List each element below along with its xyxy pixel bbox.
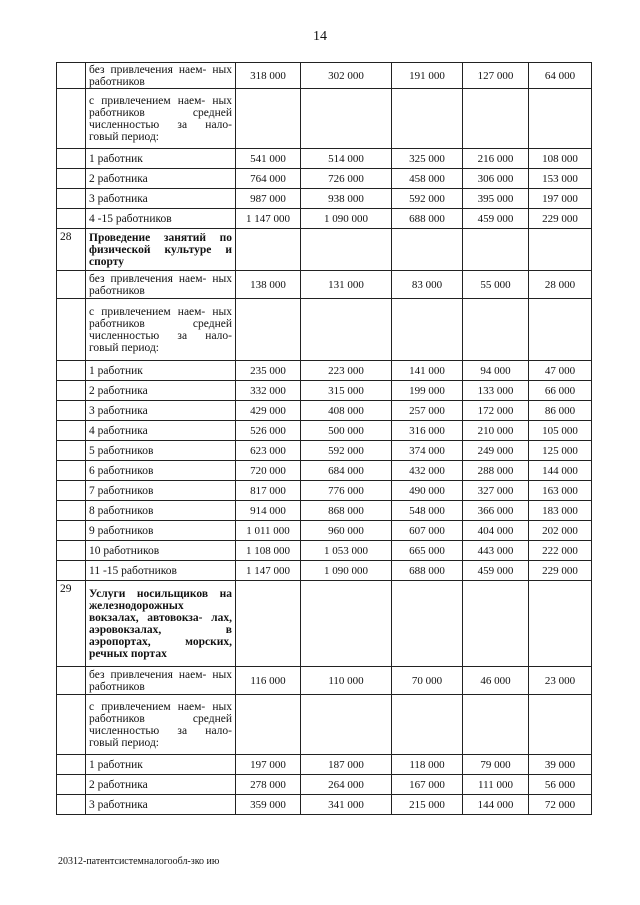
value-cell: 776 000 (301, 481, 392, 501)
value-cell: 429 000 (236, 401, 301, 421)
value-cell: 127 000 (463, 63, 529, 89)
value-cell (392, 695, 463, 755)
row-description-cell: без привлечения наем- ных работников (86, 667, 236, 695)
row-number-cell (57, 755, 86, 775)
activity-title-cell: Услуги носильщиков на железнодорожных вокзалах, автовокза- лах, аэровокзалах, в аэропортах, морских, речных портах (86, 581, 236, 667)
row-description-cell: без привлечения наем- ных работников (86, 63, 236, 89)
table-row (57, 441, 592, 461)
value-cell: 229 000 (529, 209, 592, 229)
value-cell: 1 090 000 (301, 561, 392, 581)
table-row (57, 271, 592, 299)
value-cell: 210 000 (463, 421, 529, 441)
value-cell: 1 147 000 (236, 561, 301, 581)
value-cell: 395 000 (463, 189, 529, 209)
value-cell: 623 000 (236, 441, 301, 461)
value-cell: 288 000 (463, 461, 529, 481)
table-row (57, 481, 592, 501)
value-cell (529, 89, 592, 149)
row-description-cell: 1 работник (86, 755, 236, 775)
value-cell: 720 000 (236, 461, 301, 481)
value-cell (463, 229, 529, 271)
row-number-cell (57, 421, 86, 441)
value-cell: 83 000 (392, 271, 463, 299)
value-cell: 1 147 000 (236, 209, 301, 229)
row-number-cell (57, 695, 86, 755)
value-cell: 133 000 (463, 381, 529, 401)
value-cell (392, 229, 463, 271)
value-cell: 408 000 (301, 401, 392, 421)
row-number-cell (57, 401, 86, 421)
value-cell: 514 000 (301, 149, 392, 169)
value-cell: 325 000 (392, 149, 463, 169)
row-number-cell (57, 381, 86, 401)
table-row (57, 561, 592, 581)
row-number-cell (57, 299, 86, 361)
row-number-cell (57, 209, 86, 229)
value-cell: 118 000 (392, 755, 463, 775)
value-cell (301, 299, 392, 361)
value-cell: 56 000 (529, 775, 592, 795)
value-cell (301, 229, 392, 271)
table-row (57, 189, 592, 209)
value-cell: 278 000 (236, 775, 301, 795)
value-cell: 163 000 (529, 481, 592, 501)
value-cell: 302 000 (301, 63, 392, 89)
value-cell: 316 000 (392, 421, 463, 441)
row-number-cell (57, 89, 86, 149)
value-cell: 688 000 (392, 561, 463, 581)
value-cell: 172 000 (463, 401, 529, 421)
value-cell: 199 000 (392, 381, 463, 401)
row-description-cell: 6 работников (86, 461, 236, 481)
row-number-cell (57, 561, 86, 581)
footer-document-code: 20312-патентсистемналогообл-зко ию (58, 856, 220, 867)
value-cell: 70 000 (392, 667, 463, 695)
row-description-cell: 9 работников (86, 521, 236, 541)
table-row (57, 521, 592, 541)
table-row (57, 229, 592, 271)
value-cell (529, 581, 592, 667)
value-cell: 138 000 (236, 271, 301, 299)
table-row (57, 541, 592, 561)
value-cell (236, 229, 301, 271)
row-number-cell (57, 149, 86, 169)
value-cell: 490 000 (392, 481, 463, 501)
table-row (57, 667, 592, 695)
value-cell: 443 000 (463, 541, 529, 561)
value-cell: 500 000 (301, 421, 392, 441)
value-cell (529, 695, 592, 755)
row-description-cell: 7 работников (86, 481, 236, 501)
value-cell: 66 000 (529, 381, 592, 401)
value-cell (463, 581, 529, 667)
row-description-cell: 5 работников (86, 441, 236, 461)
value-cell: 183 000 (529, 501, 592, 521)
value-cell: 94 000 (463, 361, 529, 381)
value-cell: 144 000 (463, 795, 529, 815)
table-row (57, 149, 592, 169)
value-cell: 1 108 000 (236, 541, 301, 561)
value-cell: 327 000 (463, 481, 529, 501)
row-number-cell (57, 271, 86, 299)
value-cell: 64 000 (529, 63, 592, 89)
value-cell: 684 000 (301, 461, 392, 481)
value-cell: 131 000 (301, 271, 392, 299)
value-cell: 1 053 000 (301, 541, 392, 561)
value-cell: 1 011 000 (236, 521, 301, 541)
value-cell: 1 090 000 (301, 209, 392, 229)
value-cell (463, 299, 529, 361)
value-cell: 987 000 (236, 189, 301, 209)
table-row (57, 209, 592, 229)
row-number-cell (57, 189, 86, 209)
value-cell: 105 000 (529, 421, 592, 441)
value-cell: 197 000 (236, 755, 301, 775)
value-cell: 202 000 (529, 521, 592, 541)
value-cell: 306 000 (463, 169, 529, 189)
value-cell: 688 000 (392, 209, 463, 229)
value-cell: 235 000 (236, 361, 301, 381)
page-number: 14 (313, 29, 327, 44)
row-description-cell: 3 работника (86, 189, 236, 209)
value-cell: 868 000 (301, 501, 392, 521)
row-number-cell (57, 667, 86, 695)
value-cell: 216 000 (463, 149, 529, 169)
value-cell: 341 000 (301, 795, 392, 815)
value-cell: 374 000 (392, 441, 463, 461)
row-number-cell (57, 775, 86, 795)
tax-rates-table (56, 62, 592, 815)
row-description-cell: 4 работника (86, 421, 236, 441)
row-description-cell: с привлечением наем- ных работников средней численностью за нало- говый период: (86, 89, 236, 149)
value-cell: 222 000 (529, 541, 592, 561)
value-cell: 86 000 (529, 401, 592, 421)
table-row (57, 695, 592, 755)
value-cell: 459 000 (463, 209, 529, 229)
value-cell: 914 000 (236, 501, 301, 521)
value-cell: 458 000 (392, 169, 463, 189)
value-cell: 144 000 (529, 461, 592, 481)
value-cell: 315 000 (301, 381, 392, 401)
value-cell: 191 000 (392, 63, 463, 89)
row-description-cell: 2 работника (86, 775, 236, 795)
row-description-cell: с привлечением наем- ных работников средней численностью за нало- говый период: (86, 299, 236, 361)
table-row (57, 755, 592, 775)
value-cell: 28 000 (529, 271, 592, 299)
value-cell: 108 000 (529, 149, 592, 169)
row-description-cell: без привлечения наем- ных работников (86, 271, 236, 299)
row-number-cell (57, 441, 86, 461)
value-cell (301, 695, 392, 755)
table-row (57, 581, 592, 667)
value-cell (236, 695, 301, 755)
value-cell: 332 000 (236, 381, 301, 401)
row-description-cell: 3 работника (86, 401, 236, 421)
row-description-cell: с привлечением наем- ных работников средней численностью за нало- говый период: (86, 695, 236, 755)
value-cell: 125 000 (529, 441, 592, 461)
table-row (57, 299, 592, 361)
row-number-cell (57, 795, 86, 815)
row-description-cell: 2 работника (86, 169, 236, 189)
row-description-cell: 4 -15 работников (86, 209, 236, 229)
row-number-cell (57, 481, 86, 501)
table-row (57, 401, 592, 421)
value-cell: 817 000 (236, 481, 301, 501)
table-body (57, 63, 592, 815)
value-cell: 592 000 (301, 441, 392, 461)
value-cell: 141 000 (392, 361, 463, 381)
value-cell (392, 299, 463, 361)
value-cell: 541 000 (236, 149, 301, 169)
value-cell: 607 000 (392, 521, 463, 541)
row-description-cell: 3 работника (86, 795, 236, 815)
value-cell: 153 000 (529, 169, 592, 189)
value-cell: 459 000 (463, 561, 529, 581)
row-description-cell: 2 работника (86, 381, 236, 401)
value-cell (392, 89, 463, 149)
value-cell: 960 000 (301, 521, 392, 541)
value-cell (529, 229, 592, 271)
value-cell (392, 581, 463, 667)
row-number-cell (57, 521, 86, 541)
row-number-cell: 28 (57, 229, 86, 271)
table-row (57, 775, 592, 795)
row-number-cell (57, 541, 86, 561)
row-description-cell: 1 работник (86, 361, 236, 381)
table-row (57, 361, 592, 381)
value-cell: 229 000 (529, 561, 592, 581)
value-cell (236, 581, 301, 667)
row-number-cell (57, 501, 86, 521)
value-cell: 23 000 (529, 667, 592, 695)
activity-title-cell: Проведение занятий по физической культуре и спорту (86, 229, 236, 271)
row-number-cell (57, 361, 86, 381)
table-row (57, 63, 592, 89)
value-cell: 39 000 (529, 755, 592, 775)
value-cell: 187 000 (301, 755, 392, 775)
value-cell (463, 89, 529, 149)
value-cell: 548 000 (392, 501, 463, 521)
value-cell: 79 000 (463, 755, 529, 775)
value-cell: 46 000 (463, 667, 529, 695)
value-cell: 55 000 (463, 271, 529, 299)
row-description-cell: 10 работников (86, 541, 236, 561)
table-row (57, 421, 592, 441)
value-cell: 215 000 (392, 795, 463, 815)
table-row (57, 795, 592, 815)
value-cell: 592 000 (392, 189, 463, 209)
table-row (57, 381, 592, 401)
value-cell: 249 000 (463, 441, 529, 461)
value-cell: 318 000 (236, 63, 301, 89)
value-cell: 72 000 (529, 795, 592, 815)
table-row (57, 169, 592, 189)
row-number-cell (57, 169, 86, 189)
value-cell: 938 000 (301, 189, 392, 209)
value-cell (236, 299, 301, 361)
value-cell: 665 000 (392, 541, 463, 561)
table-row (57, 461, 592, 481)
table-row (57, 89, 592, 149)
value-cell (236, 89, 301, 149)
value-cell: 726 000 (301, 169, 392, 189)
value-cell: 526 000 (236, 421, 301, 441)
value-cell: 111 000 (463, 775, 529, 795)
value-cell: 223 000 (301, 361, 392, 381)
value-cell (301, 89, 392, 149)
row-number-cell (57, 63, 86, 89)
value-cell: 432 000 (392, 461, 463, 481)
table-row (57, 501, 592, 521)
row-number-cell (57, 461, 86, 481)
value-cell: 264 000 (301, 775, 392, 795)
value-cell: 197 000 (529, 189, 592, 209)
value-cell: 167 000 (392, 775, 463, 795)
value-cell: 47 000 (529, 361, 592, 381)
value-cell: 764 000 (236, 169, 301, 189)
value-cell: 116 000 (236, 667, 301, 695)
row-description-cell: 1 работник (86, 149, 236, 169)
value-cell: 257 000 (392, 401, 463, 421)
value-cell: 366 000 (463, 501, 529, 521)
row-number-cell: 29 (57, 581, 86, 667)
value-cell (529, 299, 592, 361)
value-cell: 110 000 (301, 667, 392, 695)
value-cell: 404 000 (463, 521, 529, 541)
value-cell (463, 695, 529, 755)
row-description-cell: 11 -15 работников (86, 561, 236, 581)
value-cell: 359 000 (236, 795, 301, 815)
row-description-cell: 8 работников (86, 501, 236, 521)
value-cell (301, 581, 392, 667)
